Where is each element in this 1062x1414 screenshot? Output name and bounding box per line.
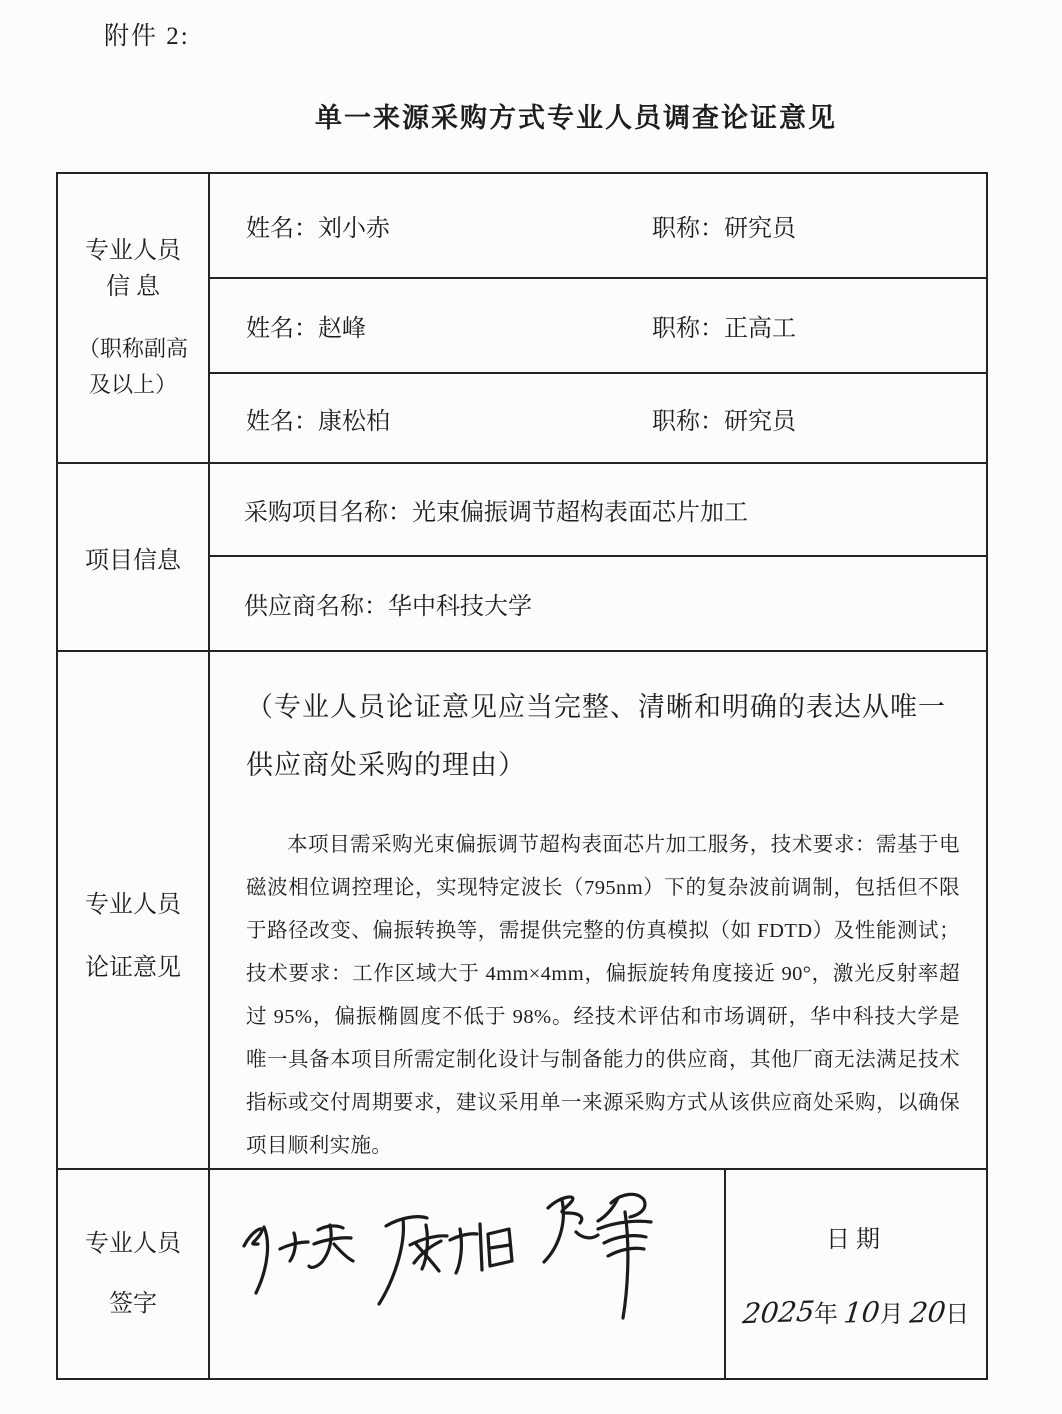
- opinion-content-cell: [209, 651, 987, 1169]
- name-value: 刘小赤: [318, 216, 390, 242]
- opinion-form-table: [56, 172, 988, 1380]
- date-value: [740, 1294, 970, 1331]
- title-value: 正高工: [724, 316, 796, 342]
- personnel-label-line1: 专业人员: [85, 238, 181, 264]
- signature-label-line2: 签字: [109, 1291, 157, 1317]
- supplier-row: [209, 556, 987, 651]
- opinion-body-text: 本项目需采购光束偏振调节超构表面芯片加工服务，技术要求：需基于电磁波相位调控理论，实现特定波长（795nm）下的复杂波前调制，包括但不限于路径改变、偏振转换等，需提供完整的仿真模拟（如 FDTD）及性能测试；技术要求：工作区域大于 4mm×4mm，偏振旋转角度接近 90°，激光反射率超过 95%，偏振椭圆度不低于 98%。经技术评估和市场调研，华中科技大学是唯一具备本项目所需定制化设计与制备能力的供应商，其他厂商无法满足技术指标或交付周期要求，建议采用单一来源采购方式从该供应商处采购，以确保项目顺利实施。: [246, 834, 960, 1157]
- signatures-cell: [209, 1169, 725, 1379]
- date-day: 20: [907, 1295, 948, 1330]
- date-label: 日期: [826, 1227, 886, 1253]
- procurement-name-row: [209, 463, 987, 556]
- title-field: [652, 308, 796, 343]
- date-month: 10: [842, 1295, 882, 1330]
- title-field: [652, 208, 796, 243]
- opinion-header: [57, 651, 209, 1169]
- name-value: 赵峰: [318, 316, 366, 342]
- name-field: [246, 308, 366, 343]
- date-cell: [725, 1169, 987, 1379]
- project-info-header: 项目信息: [57, 463, 209, 651]
- title-label: 职称：: [652, 408, 724, 435]
- personnel-row-1: [209, 173, 987, 278]
- date-year: 2025: [740, 1294, 816, 1331]
- personnel-row-2: [209, 278, 987, 373]
- opinion-label-line2: 论证意见: [85, 955, 181, 981]
- opinion-label-line1: 专业人员: [85, 892, 181, 918]
- name-label: 姓名：: [246, 316, 318, 342]
- date-month-unit: 月: [879, 1302, 904, 1328]
- signature-header: [57, 1169, 209, 1379]
- personnel-label-line2: 信 息: [106, 274, 160, 300]
- date-day-unit: 日: [945, 1302, 970, 1328]
- personnel-row-3: [209, 373, 987, 463]
- signature-liu-xiaochi: [230, 1214, 360, 1309]
- signature-kang-songbai: [368, 1204, 518, 1319]
- name-field: [246, 208, 390, 243]
- title-label: 职称：: [652, 316, 724, 342]
- personnel-note-line2: 及以上）: [88, 372, 177, 397]
- title-label: 职称：: [652, 216, 724, 242]
- name-value: 康松柏: [318, 408, 390, 435]
- title-value: 研究员: [724, 408, 796, 435]
- supplier-line: 供应商名称：华中科技大学: [244, 594, 532, 620]
- name-field: [246, 401, 390, 436]
- name-label: 姓名：: [246, 216, 318, 242]
- attachment-label: 附件 2:: [104, 23, 190, 50]
- name-label: 姓名：: [246, 408, 318, 435]
- procurement-name-line: 采购项目名称：光束偏振调节超构表面芯片加工: [244, 500, 748, 526]
- title-value: 研究员: [724, 216, 796, 242]
- opinion-instruction: （专业人员论证意见应当完整、清晰和明确的表达从唯一供应商处采购的理由）: [246, 692, 946, 780]
- personnel-note-line1: （职称副高: [77, 336, 188, 361]
- date-year-unit: 年: [813, 1302, 838, 1328]
- signature-label-line1: 专业人员: [85, 1231, 181, 1257]
- signature-zhao-feng: [532, 1184, 667, 1344]
- title-field: [652, 401, 796, 436]
- page-title: 单一来源采购方式专业人员调查论证意见: [315, 103, 837, 133]
- personnel-info-header: [57, 173, 209, 463]
